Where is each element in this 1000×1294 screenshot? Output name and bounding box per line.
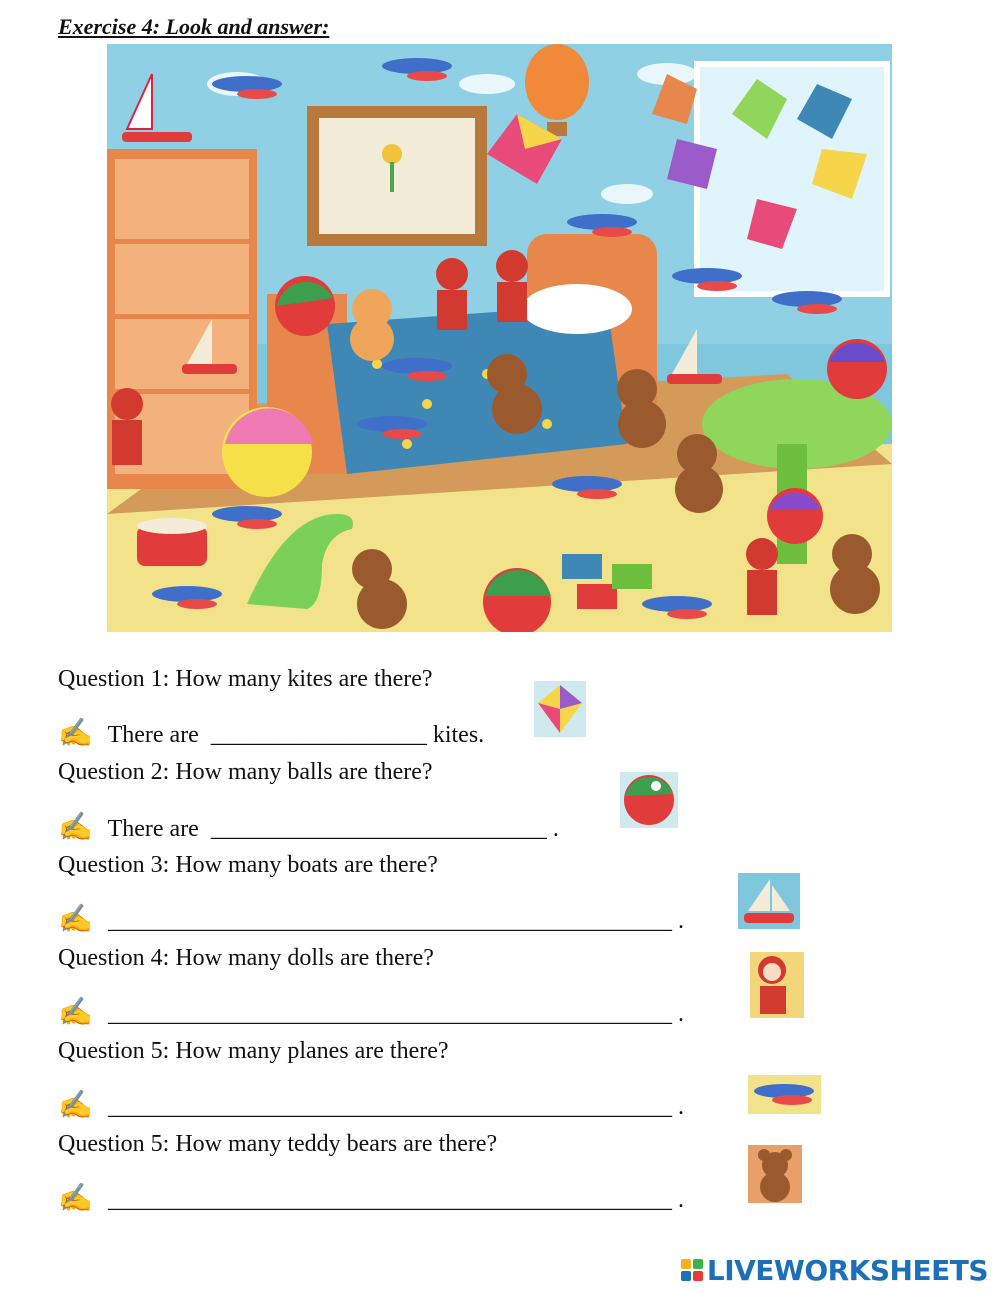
answer-line-4[interactable] xyxy=(58,995,684,1029)
logo-mark-icon xyxy=(681,1259,703,1281)
liveworksheets-logo[interactable] xyxy=(681,1252,988,1288)
boat-icon xyxy=(738,873,800,929)
pen-icon: ✍ xyxy=(58,997,93,1028)
teddy-bear-icon xyxy=(748,1145,802,1203)
answer-line-5[interactable] xyxy=(58,1088,684,1122)
answer-blank[interactable]: _______________________________________________ xyxy=(108,1001,672,1027)
question-3: Question 3: How many boats are there? xyxy=(58,852,438,878)
answer-line-6[interactable] xyxy=(58,1181,684,1215)
answer-prefix: There are xyxy=(107,722,199,748)
answer-suffix: . xyxy=(678,1187,684,1213)
answer-suffix: . xyxy=(552,816,559,842)
answer-blank[interactable]: _______________________________________________ xyxy=(108,1094,672,1120)
answer-suffix: . xyxy=(678,1094,684,1120)
exercise-title: Exercise 4: Look and answer: xyxy=(58,14,330,39)
answer-prefix: There are xyxy=(107,816,199,842)
answer-line-2[interactable] xyxy=(58,810,559,844)
pen-icon: ✍ xyxy=(58,1183,93,1214)
toy-room-illustration xyxy=(107,44,892,632)
ball-icon xyxy=(620,772,678,828)
answer-blank[interactable]: _______________________________________________ xyxy=(108,908,672,934)
question-5: Question 5: How many planes are there? xyxy=(58,1038,449,1064)
pen-icon: ✍ xyxy=(58,718,93,749)
answer-suffix: . xyxy=(678,908,684,934)
doll-icon xyxy=(750,952,804,1018)
answer-blank[interactable]: _______________________________________________ xyxy=(108,1187,672,1213)
answer-blank[interactable]: ____________________________ xyxy=(210,816,547,842)
answer-blank[interactable]: __________________ xyxy=(210,722,427,748)
logo-text: LIVEWORKSHEETS xyxy=(706,1253,988,1287)
answer-suffix: kites. xyxy=(432,722,485,748)
question-1: Question 1: How many kites are there? xyxy=(58,666,433,692)
pen-icon: ✍ xyxy=(58,1090,93,1121)
question-4: Question 4: How many dolls are there? xyxy=(58,945,434,971)
answer-suffix: . xyxy=(678,1001,684,1027)
question-6: Question 5: How many teddy bears are there? xyxy=(58,1131,498,1157)
answer-line-3[interactable] xyxy=(58,902,684,936)
answer-line-1[interactable] xyxy=(58,716,484,750)
plane-icon xyxy=(748,1075,821,1114)
pen-icon: ✍ xyxy=(58,904,93,935)
question-2: Question 2: How many balls are there? xyxy=(58,759,433,785)
kite-icon xyxy=(534,681,586,737)
pen-icon: ✍ xyxy=(58,812,93,843)
